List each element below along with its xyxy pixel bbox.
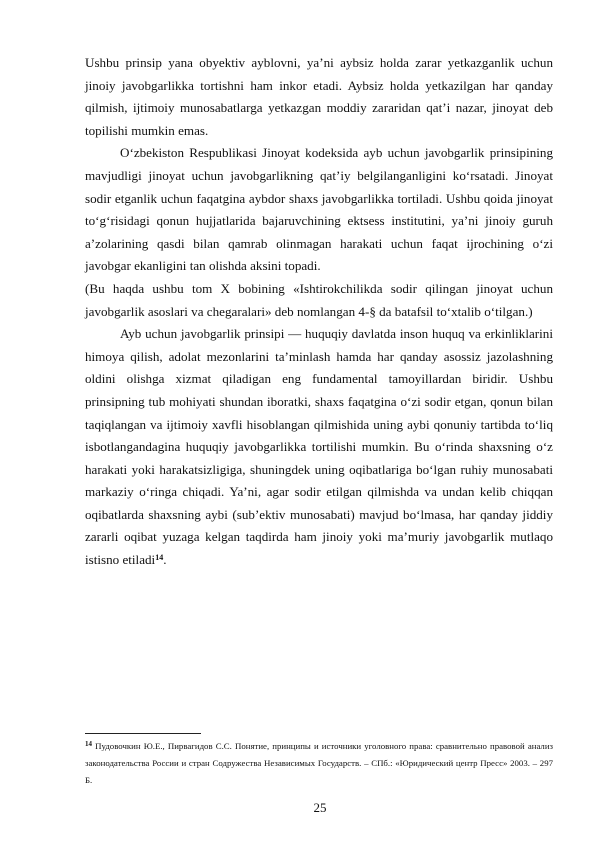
paragraph-3: (Bu haqda ushbu tom X bobining «Ishtirokchilikda sodir qilingan jinoyat uchun javobgarlik asoslari va chegaralari» deb nomlangan 4-§ da batafsil to‘xtalib o‘tilgan.): [85, 280, 553, 319]
footnote-text: Пудовочкин Ю.Е., Пирвагидов С.С. Понятие, принципы и источники уголовного права: сравнительно правовой анализ законодательства России и стран Содружества Независимых Государств. – СПб.: «Юридический центр Пресс» 2003. – 297 Б.: [85, 741, 553, 785]
page-number: 25: [313, 800, 327, 815]
paragraph-4-text: Ayb uchun javobgarlik prinsipi — huquqiy davlatda inson huquq va erkinliklarini himoya qilish, adolat mezonlarini ta’minlash hamda har qanday asossiz jazolashning oldini olishga xizmat qiladigan eng fundamental tamoyillardan biridir. Ushbu prinsipning tub mohiyati shundan iboratki, shaxs faqatgina o‘zi sodir etgan, qonun bilan taqiqlangan va ijtimoiy xavfli hisoblangan qilmishida uning aybi qonuniy tartibda to‘liq isbotlangandagina huquqiy javobgarlikka tortilishi mumkin. Bu o‘rinda shaxsning o‘z harakati yoki harakatsizligiga, shuningdek uning oqibatlariga bo‘lgan ruhiy munosabati markaziy o‘ringa chiqadi. Ya’ni, agar sodir etilgan qilmishda va undan kelib chiqqan oqibatlarda shaxsning aybi (sub’ektiv munosabati) mavjud bo‘lmasa, har qanday jiddiy zararli oqibat yuzaga kelgan taqdirda ham jinoiy yoki ma’muriy javobgarlik mutlaqo istisno etiladi: [85, 326, 553, 568]
document-body: [85, 52, 553, 572]
paragraph-4-end-punctuation: .: [163, 552, 167, 568]
footnote-reference[interactable]: 14: [155, 553, 164, 563]
paragraph-2: O‘zbekiston Respublikasi Jinoyat kodeksida ayb uchun javobgarlik prinsipining mavjudligi jinoyat uchun javobgarlikning qat’iy belgilanganligini ko‘rsatadi. Jinoyat sodir etganlik uchun faqatgina aybdor shaxs javobgarlikka tortiladi. Ushbu qoida jinoyat to‘g‘risidagi qonun hujjatlarida bajaruvchining ektsess institutini, ya’ni jinoiy guruh a’zolarining qasdi bilan qamrab olinmagan harakati uchun faqat ijrochining o‘zi javobgar ekanligini tan olishda aksini topadi.: [85, 145, 553, 274]
paragraph-4: [85, 323, 553, 572]
paragraph-1: Ushbu prinsip yana obyektiv ayblovni, ya’ni aybsiz holda zarar yetkazganlik uchun jinoiy javobgarlikka tortishni ham inkor etadi. Aybsiz holda yetkazilgan har qanday qilmish, ijtimoiy munosabatlarga yetkazgan moddiy zararidan qat’i nazar, jinoyat deb topilishi mumkin emas.: [85, 55, 553, 138]
footnote-separator: [85, 733, 201, 734]
footnote: [85, 738, 553, 789]
footnote-number: 14: [85, 740, 92, 748]
